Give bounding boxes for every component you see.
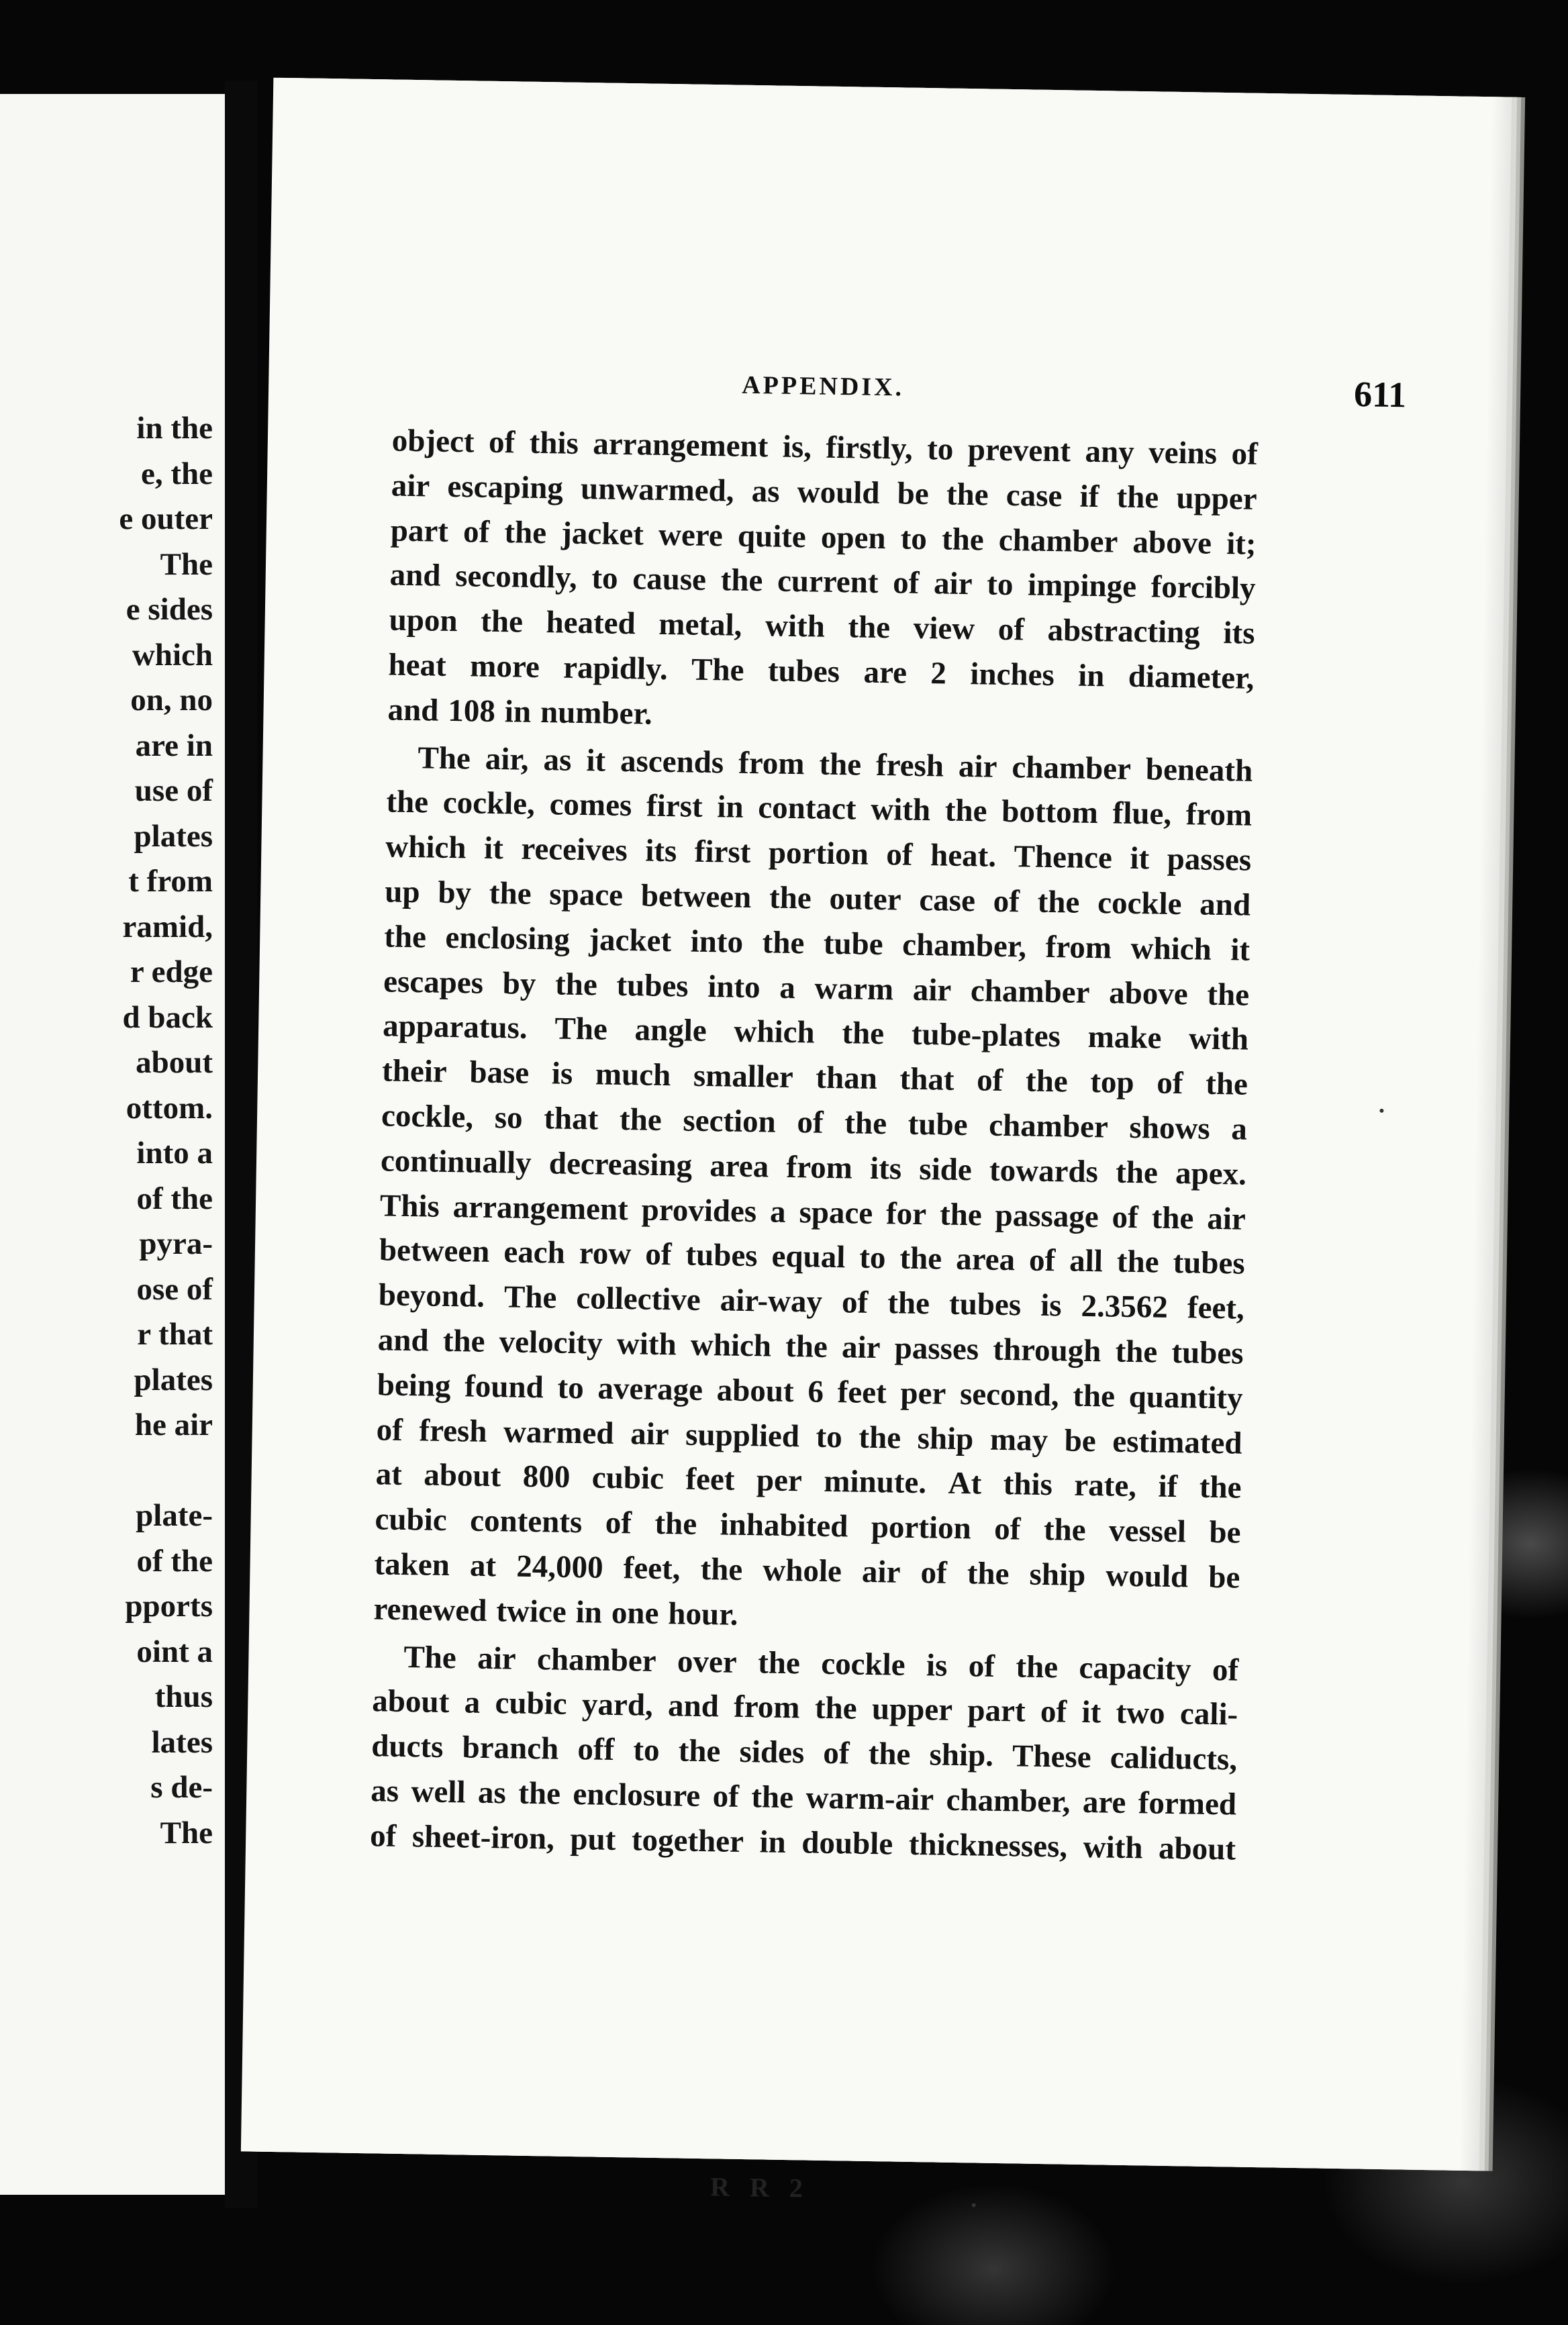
text-line: beyond. The collective air-way of the tubes is 2.3562 feet, — [378, 1277, 1245, 1326]
text-line: of sheet-iron, put together in double thicknesses, with about — [369, 1818, 1236, 1867]
facing-page-line: of the — [136, 1543, 213, 1579]
page-number: 611 — [1353, 374, 1407, 415]
signature-mark: R R 2 — [709, 2171, 810, 2204]
facing-page-line: into a — [136, 1136, 213, 1171]
facing-page-line: r edge — [130, 954, 213, 989]
text-line: object of this arrangement is, firstly, to prevent any veins of — [391, 423, 1259, 472]
facing-page-line: which — [132, 637, 213, 673]
text-line: being found to average about 6 feet per second, the quantity — [377, 1367, 1243, 1416]
text-line: taken at 24,000 feet, the whole air of the ship would be — [374, 1546, 1240, 1595]
text-line: continually decreasing area from its side towards the apex. — [380, 1143, 1247, 1192]
facing-page-line: e outer — [119, 501, 213, 536]
text-line: up by the space between the outer case of the cockle and — [384, 874, 1251, 923]
facing-page — [0, 94, 225, 2195]
text-line: renewed twice in one hour. — [373, 1591, 738, 1632]
facing-page-line: of the — [136, 1181, 213, 1216]
facing-page-line: in the — [136, 411, 213, 446]
paragraph — [370, 1634, 1239, 1872]
text-line: their base is much smaller than that of the top of the — [381, 1053, 1248, 1102]
text-line: as well as the enclosure of the warm-air chamber, are formed — [370, 1773, 1237, 1822]
facing-page-line: s de- — [150, 1770, 213, 1805]
facing-page-text — [0, 406, 213, 1856]
text-line: which it receives its first portion of heat. Thence it passes — [385, 829, 1252, 878]
facing-page-line: The — [160, 1815, 213, 1850]
text-line: between each row of tubes equal to the area of all the tubes — [379, 1232, 1246, 1281]
facing-page-line: pyra- — [139, 1226, 213, 1261]
scan-speck — [972, 2203, 976, 2207]
facing-page-line: plates — [134, 1362, 213, 1397]
text-line: The air chamber over the cockle is of the capacity of — [403, 1639, 1239, 1688]
text-line: of fresh warmed air supplied to the ship may be estimated — [376, 1412, 1242, 1461]
facing-page-line: thus — [154, 1679, 213, 1714]
text-line: at about 800 cubic feet per minute. At this rate, if the — [375, 1456, 1242, 1505]
text-line: heat more rapidly. The tubes are 2 inches in diameter, — [388, 647, 1255, 696]
facing-page-line: d back — [122, 999, 213, 1035]
text-line: cockle, so that the section of the tube chamber shows a — [381, 1098, 1248, 1147]
facing-page-line: e, the — [140, 456, 213, 491]
text-line: the cockle, comes first in contact with the bottom flue, from — [386, 784, 1253, 834]
running-head-title: APPENDIX. — [741, 370, 905, 402]
text-line: ducts branch off to the sides of the ship. These caliducts, — [371, 1728, 1238, 1777]
facing-page-line: lates — [151, 1724, 213, 1760]
facing-page-line: t from — [128, 864, 213, 899]
facing-page-line: about — [136, 1045, 213, 1080]
body-text — [370, 419, 1259, 1872]
facing-page-line: ottom. — [126, 1090, 213, 1126]
text-line: apparatus. The angle which the tube-plates make with — [382, 1008, 1249, 1058]
text-line: air escaping unwarmed, as would be the case if the upper — [391, 468, 1257, 517]
facing-page-line: pports — [125, 1589, 213, 1624]
text-line: This arrangement provides a space for the passage of the air — [379, 1187, 1246, 1237]
facing-page-line: plates — [134, 818, 213, 854]
text-line: and 108 in number. — [387, 692, 653, 732]
paragraph — [373, 735, 1253, 1645]
facing-page-line — [0, 1448, 213, 1494]
facing-page-line: he air — [134, 1407, 213, 1442]
running-head — [396, 358, 1407, 428]
text-line: cubic contents of the inhabited portion of the vessel be — [375, 1501, 1241, 1550]
text-line: about a cubic yard, and from the upper part of it two cali- — [371, 1683, 1238, 1732]
book-page — [241, 78, 1512, 2204]
facing-page-line: plate- — [136, 1498, 213, 1533]
facing-page-line: r that — [137, 1317, 213, 1352]
text-line: part of the jacket were quite open to the chamber above it; — [390, 513, 1257, 562]
paragraph — [387, 419, 1258, 746]
text-line: the enclosing jacket into the tube chamber, from which it — [383, 919, 1251, 968]
text-line: and secondly, to cause the current of air to impinge forcibly — [389, 557, 1256, 607]
text-line: upon the heated metal, with the view of abstracting its — [389, 602, 1255, 651]
facing-page-line: The — [160, 546, 213, 582]
facing-page-line: use of — [134, 773, 213, 808]
facing-page-line: are in — [135, 728, 213, 763]
text-line: escapes by the tubes into a warm air chamber above the — [383, 964, 1250, 1013]
text-line: The air, as it ascends from the fresh air chamber beneath — [418, 740, 1253, 789]
facing-page-line: ramid, — [122, 909, 213, 944]
facing-page-line: on, no — [130, 683, 213, 718]
facing-page-line: ose of — [136, 1271, 213, 1307]
facing-page-line: oint a — [136, 1634, 213, 1669]
facing-page-line: e sides — [126, 592, 213, 627]
scan-speck — [1379, 1109, 1383, 1113]
text-line: and the velocity with which the air passes through the tubes — [377, 1322, 1244, 1371]
